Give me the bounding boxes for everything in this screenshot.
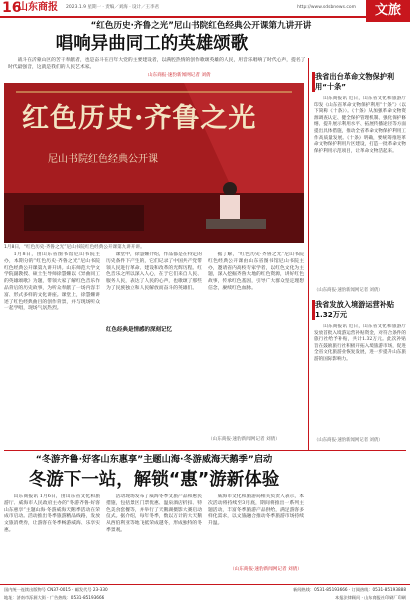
right-article-2-headline: 我省发放入境游运营补贴1.32万元: [315, 300, 395, 319]
right-article-1-text: 山东商报讯 近日，山东省文化和旅游厅印发《山东省革命文物保护利用“十条”》（以下简称《十条》）。《十条》从加强革命文物资源调查认定、健全保护管理机制、强化保护修缮、提升展示利用水平、拓展传播途径等方面提出具体措施，推动全省革命文物保护利用工作高质量发展。《十条》明确，要统筹推进革命文物保护利用片区建设，打造一批革命文物保护利用示范项目，让革命文物活起来。: [314, 96, 406, 154]
paper-url[interactable]: http://www.sdsbnews.com: [297, 5, 356, 10]
masthead: [0, 0, 410, 18]
top-article-column-3: [208, 252, 304, 432]
top-article-byline: 山东商报·速豹新闻网记者 刘倩: [148, 73, 211, 78]
lower-article-column-1: [4, 494, 100, 580]
top-article-col2-text: 课堂中，徐慧姗介绍，作品都是在特定的历史条件下产生的，它们记录了中国共产党带领人民进行革命、建设和改革的光辉历程。红色音乐之所以深入人心，在于它们来自人民、服务人民，表达了人民的心声，也歌颂了那些为了民族独立和人民解放而奋斗的英雄们。: [106, 252, 202, 291]
lower-article-kicker: “冬游齐鲁·好客山东惠享”主题山海·冬游威海天鹅季”启动: [35, 454, 273, 465]
lower-article-col3-text: 威海市文化和旅游局相关负责人表示，本次活动将持续至3月底，期间将推出一系列主题活动，丰富冬季旅游产品供给，满足游客多样化需求，以文旅融合推动冬季旅游市场持续升温。: [208, 494, 304, 527]
top-article-kicker: “红色历史·齐鲁之光”尼山书院红色经典公开课第九讲开讲: [90, 21, 312, 31]
footer-line-2: 地址：济南市泺源大街 · 广告热线：0531-85193666: [4, 595, 105, 600]
right-article-1-headline: 我省出台革命文物保护利用“十条”: [315, 72, 395, 91]
section-divider: [4, 450, 406, 451]
top-article-column-1: [4, 252, 100, 444]
footer-line-4: 本报法律顾问 · 山东商报社印刷厂印刷: [335, 595, 406, 600]
top-article-col3-text: 据了解，“红色历史·齐鲁之光”尼山书院红色经典公开课由山东省图书馆尼山书院主办，邀请省内高校专家学者，以红色文化为主题，深入挖掘齐鲁大地的红色资源，讲好红色故事，传承红色基因，引导广大群众坚定理想信念，赓续红色血脉。: [208, 252, 304, 291]
right-article-2-text: 山东商报讯 近日，山东省文化和旅游厅发放首批入境游运营补贴资金，对符合条件的旅行社给予补贴，共计1.32万元。此次补贴旨在鼓励旅行社积极开拓入境旅游市场，促进全省文化旅游业恢复发展，进一步提升山东旅游的国际影响力。: [314, 324, 406, 362]
column-divider: [308, 58, 309, 450]
paper-name: 山东商报: [18, 2, 58, 13]
footer-line-3: 新闻热线：0531-85193666 · 订阅热线：0531-85193888: [293, 587, 406, 592]
lower-article-col2-text: 活动现场发布了威海冬季文旅产品和惠民措施，包括景区门票优惠、温泉酒店折扣、特色美食套餐等，并举行了天鹅湖摄影大赛启动仪式。据介绍，每年冬季，数以万计的大天鹅从西伯利亚等地飞抵荣成越冬，形成独特的冬季景观。: [106, 494, 202, 533]
lower-article-headline: 冬游下一站，解锁“惠”游新体验: [28, 470, 280, 490]
top-article-lead: 战斗在沂蒙山区的苦干奉献者，也是奋斗在百年大党的主要建设者，以满腔热情的创作歌颂英雄的人民，用音乐唱响了时代心声，提名了时代最强音，这就是我们的人民艺术家。: [8, 58, 306, 70]
section-badge: 文旅: [366, 0, 410, 22]
lower-article-col1-text: 山东商报讯 1月6日，由山东省文化和旅游厅、威海市人民政府主办的“冬游齐鲁·好客山东惠享”主题山海·冬游威海天鹅季活动在荣成市启动。活动推出冬季旅游精品线路，发放文旅消费券，让游客在冬季畅游威海、乐享实惠。: [4, 494, 100, 533]
right-article-2-body: [314, 324, 406, 436]
top-article-subhead: 红色经典是情感的深刻记忆: [106, 327, 173, 333]
page-number: 16: [2, 0, 22, 16]
lower-article-column-2: [106, 494, 202, 580]
right-article-2-credit: （山东商报·速豹新闻网记者 刘倩）: [314, 438, 383, 443]
top-article-credit: （山东商报·速豹新闻网记者 刘倩）: [208, 437, 280, 442]
lower-article-credit: （山东商报·速豹新闻网记者 刘倩）: [230, 567, 302, 572]
photo-caption: 1月8日，“红色历史·齐鲁之光”尼山书院红色经典公开课第九讲开讲。: [4, 245, 145, 250]
right-article-1-body: [314, 96, 406, 286]
top-article-col1-text: 1月8日，由山东省图书馆尼山书院主办，本期分的“红色历史·齐鲁之光”尼山书院红色经典公开课第九讲开讲。山东师范大学文学院副教授、硕士生导师徐慧姗以《异曲同工的英雄颂歌》为题，带领大家了解红色音乐作品背后的历史故事，为听众奉献了一场内容丰富、形式多样的文化讲座。课堂上，徐慧姗讲述了红色经典曲目的创作背景，并与现场听众一起学唱，现场气氛热烈。: [4, 252, 100, 312]
lecture-photo: [4, 83, 304, 243]
photo-slide-title: 红色历史·齐鲁之光: [22, 103, 257, 134]
issue-meta: 2023.1.9 星期一 · 责编／刘海 · 设计／王李君: [66, 5, 160, 10]
right-article-1-credit: （山东商报·速豹新闻网记者 刘倩）: [314, 288, 383, 293]
footer: [0, 584, 410, 603]
top-article-headline: 唱响异曲同工的英雄颂歌: [55, 34, 249, 54]
photo-slide-subtitle: 尼山书院红色经典公开课: [48, 154, 158, 165]
lower-article-column-3: [208, 494, 304, 564]
top-article-column-2: [106, 252, 202, 322]
footer-line-1: 国内统一连续出版物号 CN37-0015 · 邮发代号 23-330: [4, 587, 108, 592]
